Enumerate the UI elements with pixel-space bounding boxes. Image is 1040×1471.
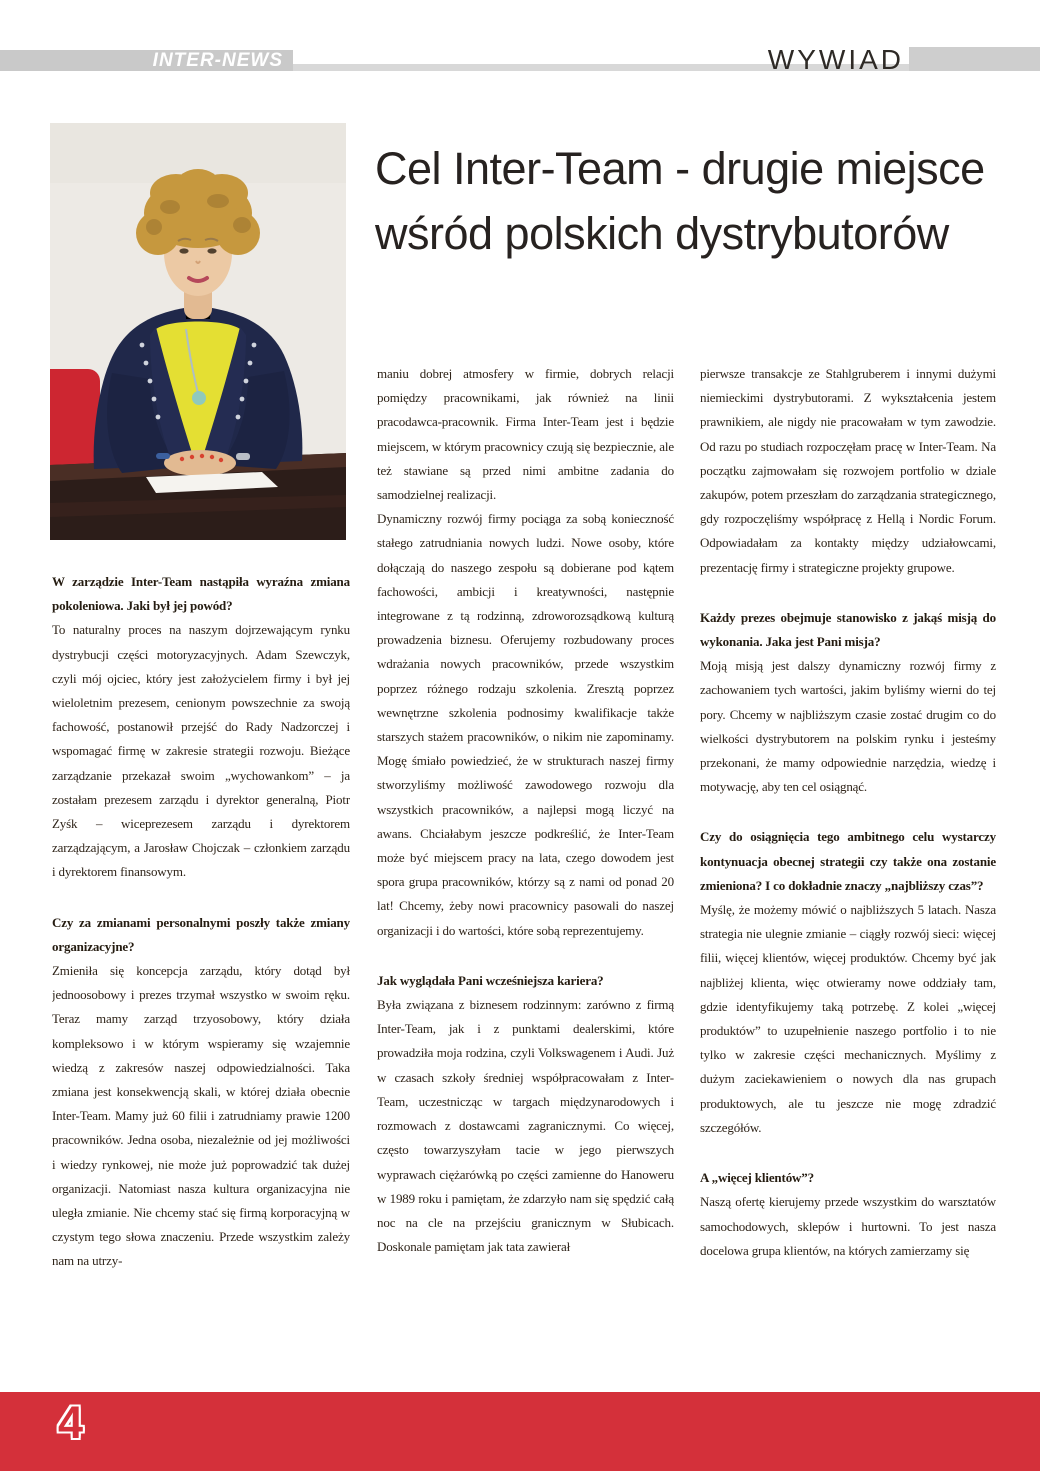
text-column-3: [700, 362, 996, 1374]
interview-answer: Była związana z biznesem rodzinnym: zarówno z firmą Inter-Team, jak i z punktami dealerskimi, które prowadziła moja rodzina, czyli Volkswagenem i Audi. Już w czasach szkoły średniej współpracowałam z Inter-Team, uczestnicząc w targach międzynarodowych i rozmowach z dostawcami zagranicznymi. Co więcej, często towarzyszyłam tacie w jego pierwszych wyprawach ciężarówką po części zamienne do Hanoweru w 1989 roku i pamiętam, że zdarzyło nam się spędzić całą noc na cle na przejściu granicznym w Słubicach. Doskonale pamiętam jak tata zawierał: [377, 997, 674, 1255]
page-number: 4: [58, 1397, 84, 1448]
interview-question: Jak wyglądała Pani wcześniejsza kariera?: [377, 972, 604, 988]
text-column-2: [377, 362, 674, 1374]
section-label-inter-news: INTER-NEWS: [152, 49, 283, 71]
header-right-gray-block: [909, 47, 1040, 71]
interview-question: A „więcej klientów”?: [700, 1170, 814, 1186]
text-column-1: [52, 570, 350, 1360]
interview-question: Czy do osiągnięcia tego ambitnego celu wystarczy kontynuacja obecnej strategii czy także ona zostanie zmieniona? I co dokładnie znaczy „najbliższy czas”?: [700, 829, 996, 893]
interview-question: Każdy prezes obejmuje stanowisko z jakąś misją do wykonania. Jaka jest Pani misja?: [700, 609, 996, 650]
interview-answer: Moją misją jest dalszy dynamiczny rozwój firmy z zachowaniem tych wartości, jakim byliśmy wierni do tej pory. Chcemy w najbliższym czasie zostać drugim co do wielkości dystrybutorem na polskim rynku i jesteśmy przekonani, że mamy odpowiednie narzędzia, wiedzę i motywację, aby ten cel osiągnąć.: [700, 658, 996, 795]
hands-shape: [164, 450, 236, 476]
interview-answer: Dynamiczny rozwój firmy pociąga za sobą konieczność stałego zatrudniania nowych ludzi. Nowe osoby, które dołączają do naszego zespołu są dobierane pod kątem fachowości, ambicji i kreatywności, następnie integrowane z tą rodzinną, zdroworozsądkową kulturą prowadzenia biznesu. Oferujemy rozbudowany proces wdrażania nowych pracowników, przede wszystkim poprzez różnego rodzaju szkolenia. Zresztą poprzez wewnętrzne szkolenia podnosimy kwalifikacje także starszych stażem pracowników, o nikim nie zapominamy. Mogę śmiało powiedzieć, że w strukturach naszej firmy stworzyliśmy możliwość zawodowego rozwoju dla wszystkich pracowników, a najlepsi mogą liczyć na awans. Chciałabym jeszcze podkreślić, że Inter-Team może być miejscem pracy na lata, czego dowodem jest spora grupa pracowników, którzy są z nami od ponad 20 lat! Chcemy, żeby nowi pracownicy pasowali do naszej organizacji i do wartości, które sobą reprezentujemy.: [377, 511, 674, 938]
interview-answer: Zmieniła się koncepcja zarządu, który dotąd był jednoosobowy i prezes trzymał wszystko w swoim ręku. Teraz mamy zarząd trzyosobowy, który działa kompleksowo i w którym wspieramy się wzajemnie wiedzą z zakresów naszej odpowiedzialności. Taka zmiana jest konsekwencją skali, w której działa obecnie Inter-Team. Mamy już 60 filii i zatrudniamy prawie 1200 pracowników. Jedna osoba, niezależnie od jej możliwości i wiedzy rynkowej, nie może już poprowadzić tak dużej organizacji. Natomiast nasza kultura organizacyjna nie uległa zmianie. Nie chcemy stać się firmą korporacyjną w czystym tego słowa znaczeniu. Przede wszystkim zależy nam na utrzy-: [52, 963, 350, 1269]
interview-photo-graphic: [50, 123, 346, 540]
interview-answer: maniu dobrej atmosfery w firmie, dobrych relacji pomiędzy pracownikami, jak również na linii pracodawca-pracownik. Firma Inter-Team jest i będzie miejscem, w którym pracownicy czują się bezpiecznie, ale też stawiane są przed nimi ambitne zadania do samodzielnej realizacji.: [377, 366, 674, 503]
page-header: [0, 44, 1040, 75]
section-label-wywiad: WYWIAD: [767, 44, 904, 75]
article-title: Cel Inter-Team - drugie miejsce wśród polskich dystrybutorów: [375, 143, 985, 259]
interview-answer: To naturalny proces na naszym dojrzewającym rynku dystrybucji części motoryzacyjnych. Adam Szewczyk, czyli mój ojciec, który jest założycielem firmy i był jej wieloletnim prezesem, cenionym powszechnie za swoją fachowość, postanowił przejść do Rady Nadzorczej i wspomagać firmę w zakresie strategii rozwoju. Bieżące zarządzanie przekazał swoim „wychowankom” – ja zostałam prezesem zarządu i dyrektor generalną, Piotr Zyśk – wiceprezesem zarządu i dyrektorem zarządzającym, a Jarosław Chojczak – członkiem zarządu i dyrektorem finansowym.: [52, 622, 350, 880]
interview-answer: Naszą ofertę kierujemy przede wszystkim do warsztatów samochodowych, sklepów i hurtowni. To jest nasza docelowa grupa klientów, na których zamierzamy się: [700, 1194, 996, 1258]
interview-question: W zarządzie Inter-Team nastąpiła wyraźna zmiana pokoleniowa. Jaki był jej powód?: [52, 574, 350, 614]
interview-answer: pierwsze transakcje ze Stahlgruberem i innymi dużymi niemieckimi dystrybutorami. Z wykształcenia jestem prawnikiem, ale nigdy nie pracowałam w tym zawodzie. Od razu po studiach rozpoczęłam pracę w Inter-Team. Na początku zajmowałam się rozwojem portfolio w dziale zakupów, potem przeszłam do zarządzania strategicznego, gdy rozpoczęliśmy współpracę z Hellą i Nordic Forum. Odpowiadałam za kontakty między udziałowcami, prezentację firmy i strategiczne projekty grupowe.: [700, 366, 996, 575]
interview-photo: [50, 123, 346, 540]
footer-bar: [0, 1392, 1040, 1471]
interview-question: Czy za zmianami personalnymi poszły także zmiany organizacyjne?: [52, 914, 350, 954]
interview-answer: Myślę, że możemy mówić o najbliższych 5 latach. Nasza strategia nie ulegnie zmianie – ciągły rozwój sieci: więcej filii, więcej klientów, więcej produktów. Chcemy być jak najbliżej klienta, więc otwieramy nowe oddziały tam, gdzie identyfikujemy taką potrzebę. Z kolei „więcej produktów” to uzupełnienie naszego portfolio i to nie tylko w zakresie części mechanicznych. Myślimy z dużym zaciekawieniem o nowych dla nas grupach produktowych, ale tu jeszcze nie mogę zdradzić szczegółów.: [700, 902, 996, 1135]
section-banner-left: [0, 50, 293, 71]
